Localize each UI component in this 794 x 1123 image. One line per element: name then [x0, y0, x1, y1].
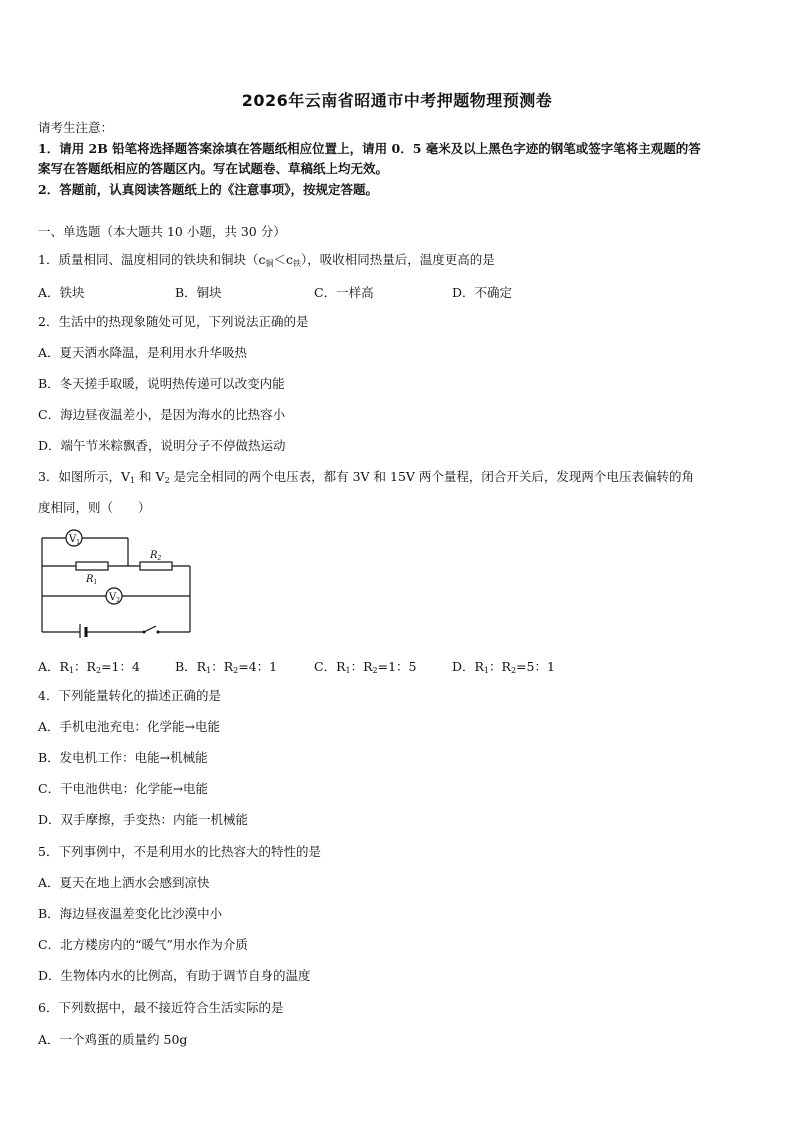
q1-option-d[interactable]: D．不确定 — [452, 285, 513, 300]
q5-option-c[interactable]: C．北方楼房内的“暖气”用水作为介质 — [38, 937, 248, 952]
q3-option-a[interactable]: A．$R_1$：$R_2=1$：4 — [38, 659, 140, 675]
question-5-stem: 5．下列事例中，不是利用水的比热容大的特性的是 — [38, 844, 321, 859]
note-item-2: 2．答题前，认真阅读答题纸上的《注意事项》，按规定答题。 — [38, 182, 378, 197]
question-4-stem: 4．下列能量转化的描述正确的是 — [38, 688, 221, 703]
resistor-r2 — [140, 562, 172, 570]
notes-heading: 请考生注意： — [38, 120, 114, 135]
q4-option-b[interactable]: B．发电机工作：电能→机械能 — [38, 750, 208, 765]
q5-option-b[interactable]: B．海边昼夜温差变化比沙漠中小 — [38, 906, 223, 921]
switch-icon — [144, 626, 156, 632]
v1-sub: 1 — [76, 539, 81, 546]
q3-option-b[interactable]: B．$R_1$：$R_2=4$：1 — [175, 659, 278, 675]
question-3-options — [38, 657, 758, 675]
q5-option-d[interactable]: D．生物体内水的比例高，有助于调节自身的温度 — [38, 968, 311, 983]
q2-option-b[interactable]: B．冬天搓手取暖，说明热传递可以改变内能 — [38, 376, 285, 391]
question-6-stem: 6．下列数据中，最不接近符合生活实际的是 — [38, 1000, 284, 1015]
resistor-r1 — [76, 562, 108, 570]
question-3-stem — [38, 469, 694, 489]
voltmeter-v1 — [66, 530, 82, 546]
q4-option-a[interactable]: A．手机电池充电：化学能→电能 — [38, 719, 221, 734]
circuit-diagram — [36, 528, 206, 638]
question-1-options — [38, 283, 758, 301]
note-item-1-line-2: 案写在答题纸相应的答题区内。写在试题卷、草稿纸上均无效。 — [38, 161, 389, 176]
question-2-stem: 2．生活中的热现象随处可见，下列说法正确的是 — [38, 314, 309, 329]
q2-option-c[interactable]: C．海边昼夜温差小，是因为海水的比热容小 — [38, 407, 286, 422]
q4-option-c[interactable]: C．干电池供电：化学能→电能 — [38, 781, 209, 796]
q3-option-d[interactable]: D．$R_1$：$R_2=5$：1 — [452, 659, 555, 675]
q3-sub-2: 2 — [164, 476, 170, 485]
voltmeter-v2 — [106, 588, 122, 604]
question-3-stem-line-2: 度相同，则（ ） — [38, 500, 151, 515]
q3-stem-c: 是完全相同的两个电压表，都有 3V 和 15V 两个量程，闭合开关后，发现两个电压表偏转的角 — [169, 469, 694, 484]
page-title: 2026年云南省昭通市中考押题物理预测卷 — [241, 91, 553, 110]
label-r2: $R_2$ — [150, 550, 162, 562]
q1-sub-1: 铜 — [265, 259, 274, 268]
q1-sub-2: 铁 — [292, 259, 301, 268]
section-heading: 一、单选题（本大题共 10 小题，共 30 分） — [38, 224, 286, 239]
q1-mid: ＜c — [273, 252, 293, 267]
q3-stem-b: 和 V — [135, 469, 165, 484]
q1-option-a[interactable]: A．铁块 — [38, 285, 85, 300]
q1-stem-a: 1．质量相同、温度相同的铁块和铜块（c — [38, 252, 266, 267]
q2-option-d[interactable]: D．端午节米粽飘香，说明分子不停做热运动 — [38, 438, 286, 453]
q1-option-b[interactable]: B．铜块 — [175, 285, 222, 300]
note-item-1-line-1: 1．请用 2B 铅笔将选择题答案涂填在答题纸相应位置上，请用 0．5 毫米及以上黑色字迹的钢笔或签字笔将主观题的答 — [38, 141, 701, 156]
label-r1: $R_1$ — [86, 574, 98, 586]
q3-sub-1: 1 — [129, 476, 136, 485]
q3-stem-a: 3．如图所示，V — [38, 469, 130, 484]
q1-option-c[interactable]: C．一样高 — [314, 285, 374, 300]
q3-option-c[interactable]: C．$R_1$：$R_2=1$：5 — [314, 659, 417, 675]
v1-letter: V — [69, 534, 77, 545]
v2-letter: V — [109, 592, 117, 603]
q4-option-d[interactable]: D．双手摩擦，手变热：内能一机械能 — [38, 812, 249, 827]
question-1-stem — [38, 252, 495, 272]
q5-option-a[interactable]: A．夏天在地上洒水会感到凉快 — [38, 875, 210, 890]
v2-sub: 2 — [116, 597, 121, 604]
q1-stem-b: ），吸收相同热量后，温度更高的是 — [300, 252, 495, 267]
q6-option-a[interactable]: A．一个鸡蛋的质量约 50g — [38, 1032, 188, 1047]
q2-option-a[interactable]: A．夏天洒水降温，是利用水升华吸热 — [38, 345, 248, 360]
